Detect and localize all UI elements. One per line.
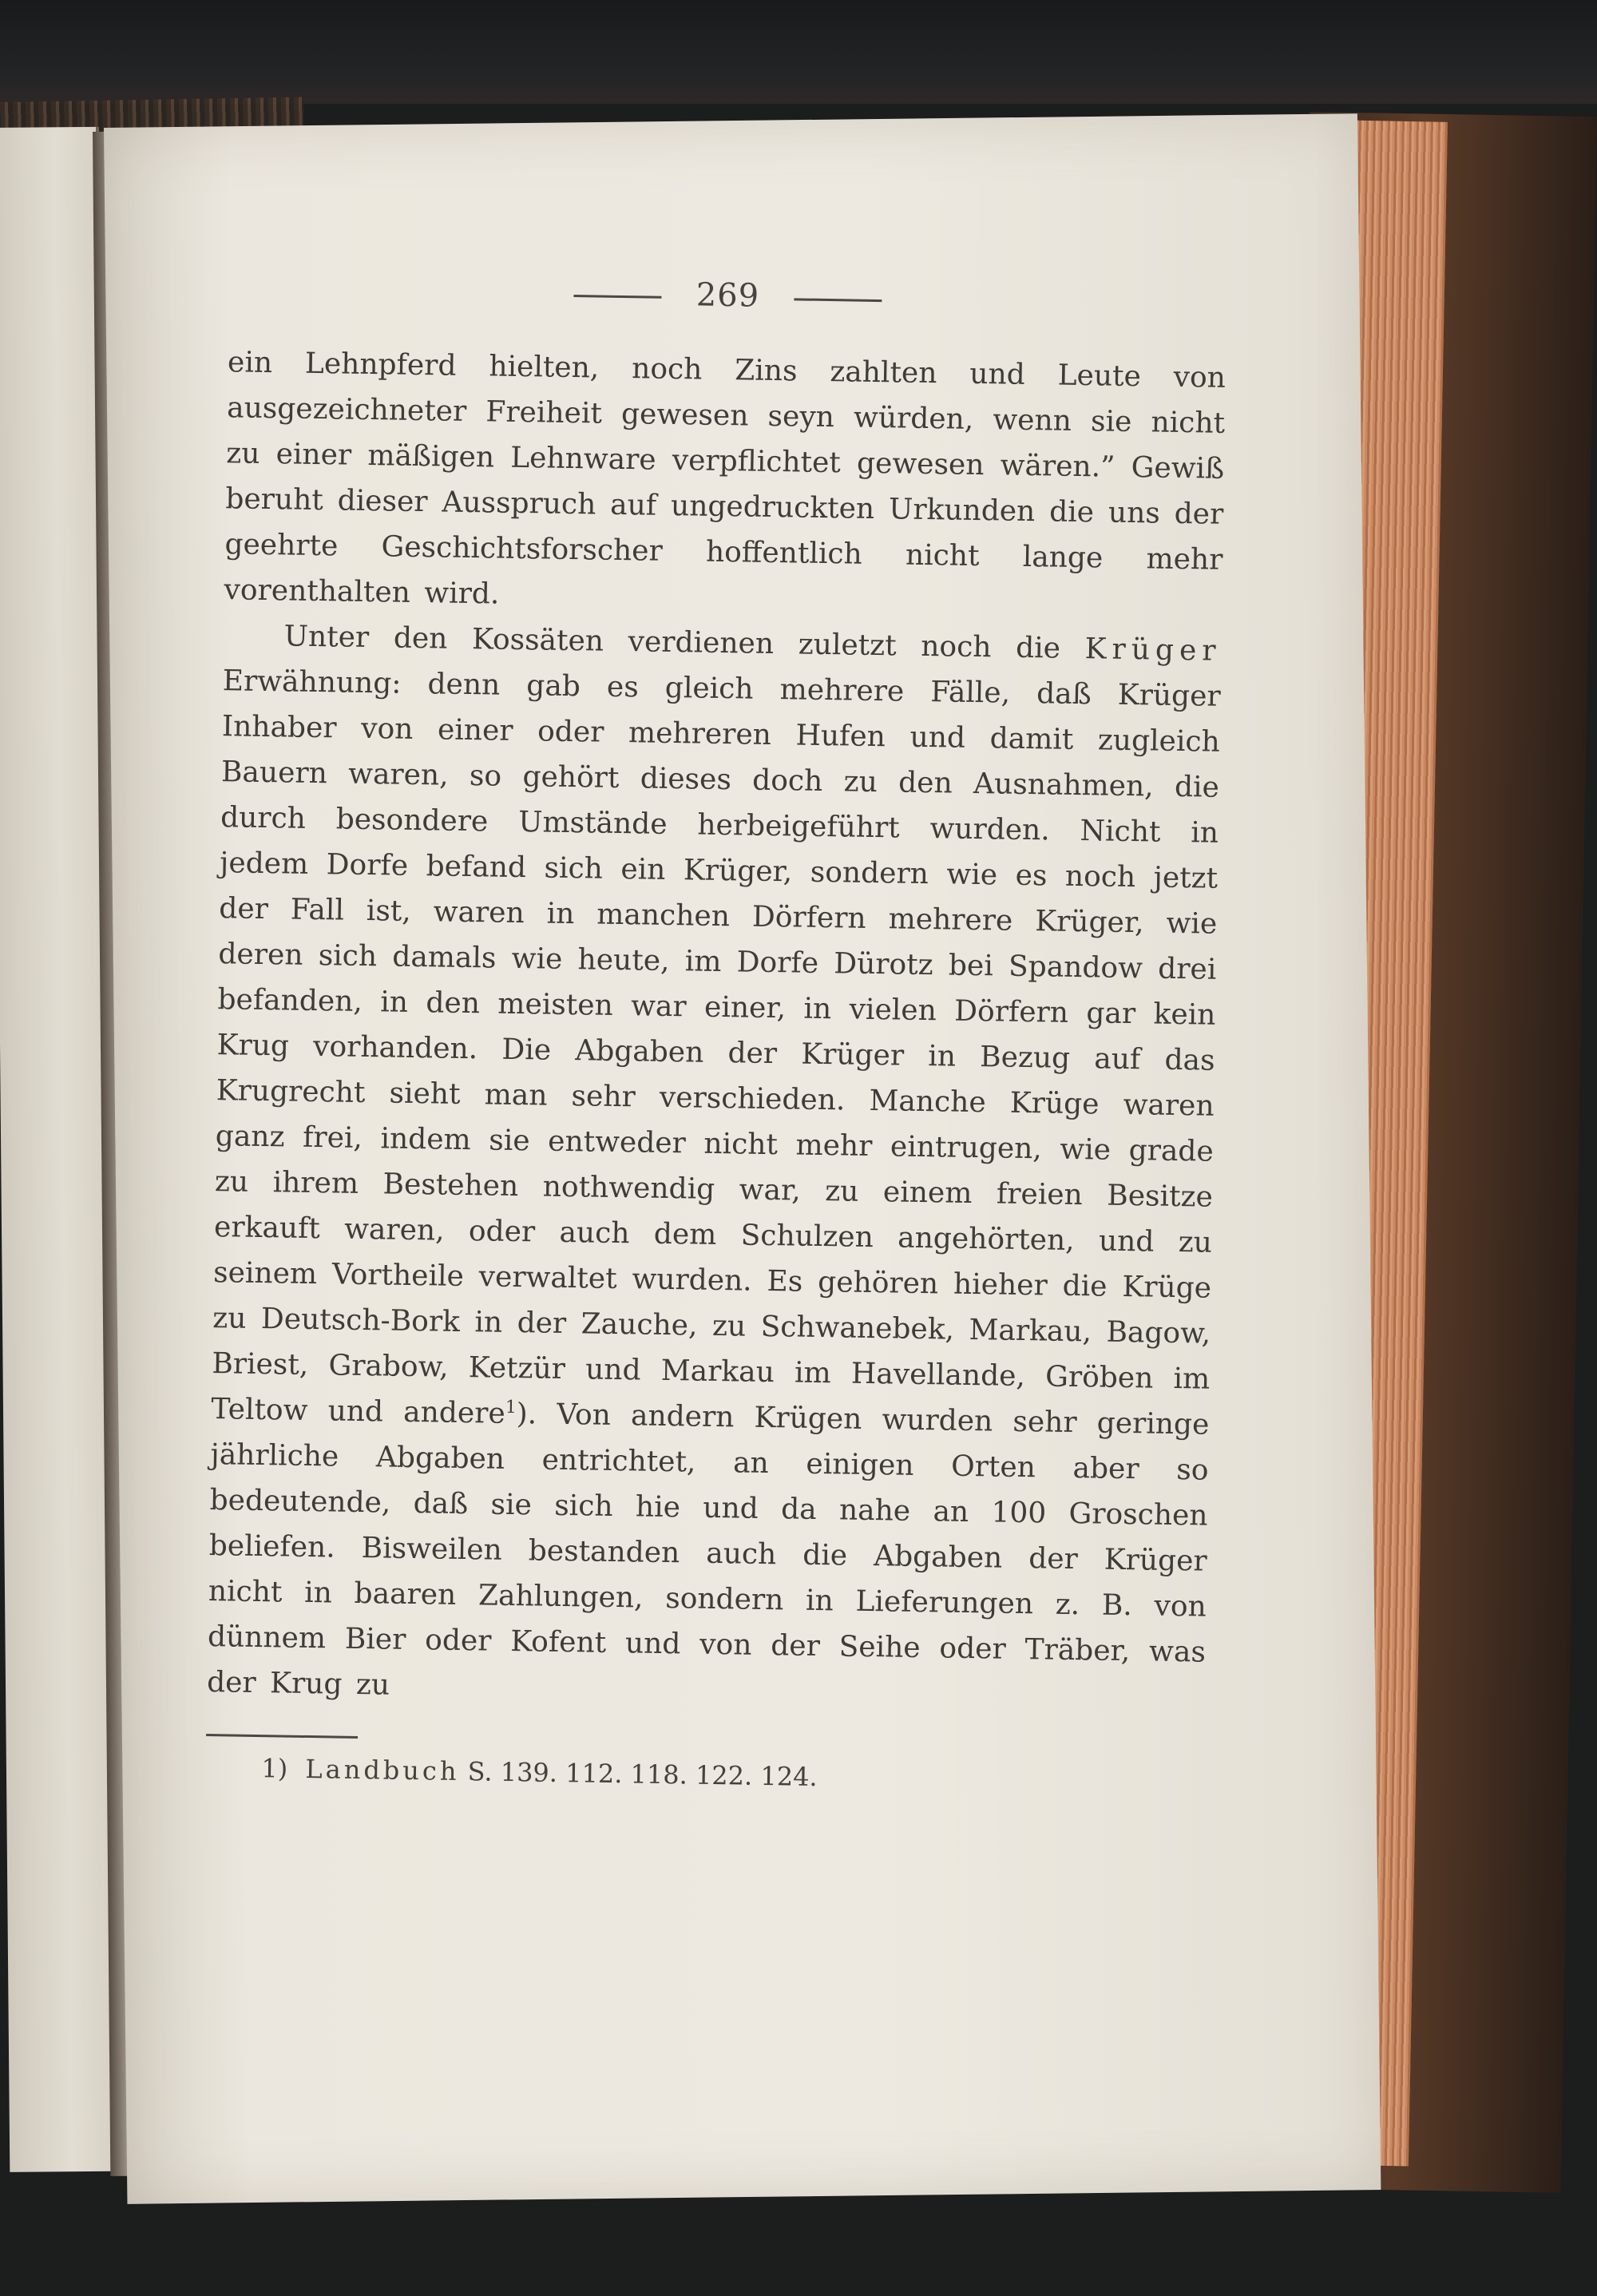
header-rule-left bbox=[573, 295, 661, 299]
paragraph-1: ein Lehnpferd hielten, noch Zins zahlten und Leute von ausgezeichneter Freiheit gewesen seyn würden, wenn sie nicht zu einer mäßigen Lehnware verpflichtet gewesen wären.” Gewiß beruht dieser Ausspruch auf ungedruckten Urkunden die uns der geehrte Geschichtsforscher hoffentlich nicht lange mehr vorenthalten wird. bbox=[224, 346, 1226, 611]
emphasized-word: Krüger bbox=[1084, 632, 1222, 668]
paragraph-2-continuation: ). Von andern Krügen wurden sehr geringe jährliche Abgaben entrichtet, an einigen Orten aber so bedeutende, daß sie sich hie und da nahe an 100 Groschen beliefen. Bisweilen bestanden auch die Abgaben der Krüger nicht in baaren Zahlungen, sondern in Lieferungen z. B. von dünnem Bier oder Kofent und von der Seihe oder Träber, was der Krug zu bbox=[206, 1398, 1210, 1702]
paragraph-2 bbox=[207, 613, 1222, 1720]
footnote bbox=[205, 1751, 1236, 1800]
book-page bbox=[104, 113, 1381, 2204]
header-rule-right bbox=[795, 298, 882, 302]
page-text bbox=[207, 339, 1226, 1720]
footnote-marker: 1) bbox=[261, 1753, 288, 1784]
paragraph-2-body: Erwähnung: denn gab es gleich mehrere Fälle, daß Krüger Inhaber von einer oder mehreren Hufen und damit zugleich Bauern waren, so gehört dieses doch zu den Ausnahmen, die durch besondere Umstände herbeigeführt wurden. Nicht in jedem Dorfe befand sich ein Krüger, sondern wie es noch jetzt der Fall ist, waren in manchen Dörfern mehrere Krüger, wie deren sich damals wie heute, im Dorfe Dürotz bei Spandow drei befanden, in den meisten war einer, in vielen Dörfern gar kein Krug vorhanden. Die Abgaben der Krüger in Bezug auf das Krugrecht sieht man sehr verschieden. Manche Krüge waren ganz frei, indem sie entweder nicht mehr eintrugen, wie grade zu ihrem Bestehen nothwendig war, zu einem freien Besitze erkauft waren, oder auch dem Schulzen angehörten, und zu seinem Vortheile verwaltet wurden. Es gehören hieher die Krüge zu Deutsch-Bork in der Zauche, zu Schwanebek, Markau, Bagow, Briest, Grabow, Ketzür und Markau im Havellande, Gröben im Teltow und andere bbox=[211, 664, 1221, 1430]
footnote-rule bbox=[206, 1734, 358, 1739]
paragraph-2-intro: Unter den Kossäten verdienen zuletzt noch die bbox=[283, 620, 1061, 665]
footnote-source: Landbuch bbox=[305, 1753, 460, 1786]
page-body bbox=[205, 266, 1259, 1800]
page-header bbox=[228, 266, 1227, 325]
book-cover-top bbox=[0, 0, 1597, 104]
footnote-reference: 1 bbox=[505, 1397, 517, 1418]
footnote-reference-pages: S. 139. 112. 118. 122. 124. bbox=[467, 1756, 818, 1793]
page-number: 269 bbox=[695, 276, 760, 315]
